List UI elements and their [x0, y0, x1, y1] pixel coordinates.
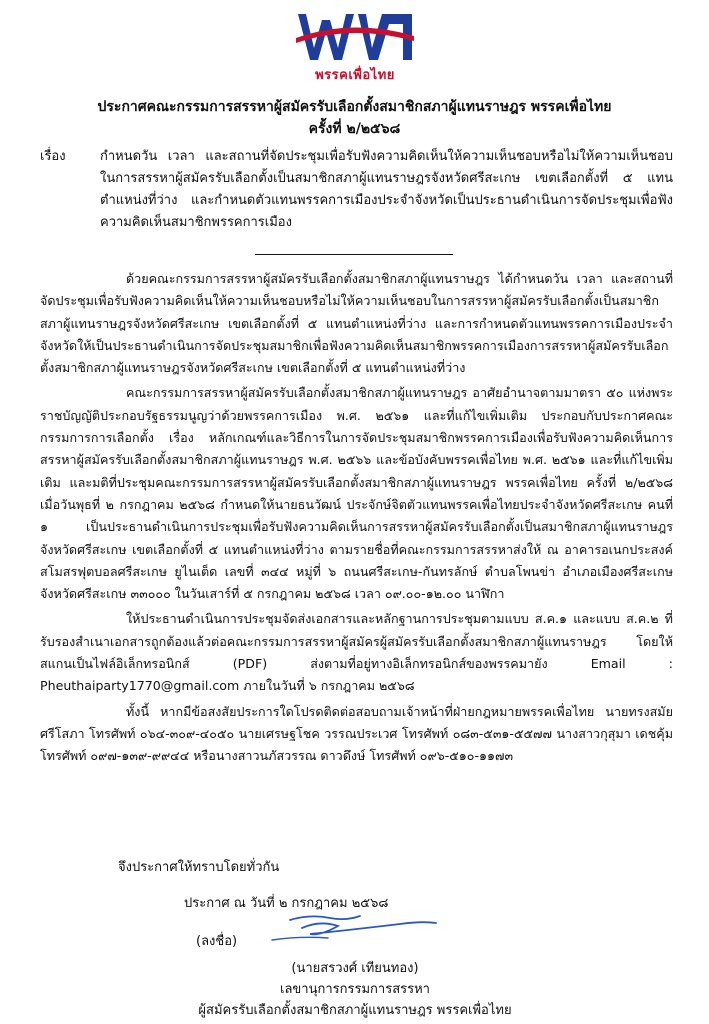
subject-label: เรื่อง [40, 149, 66, 164]
section-divider [255, 254, 453, 255]
announcement-body [40, 268, 673, 771]
title-line-2: ครั้งที่ ๒/๒๕๖๘ [308, 121, 401, 137]
signature-label: (ลงชื่อ) [196, 934, 238, 949]
body-paragraph-3: ให้ประธานดำเนินการประชุมจัดส่งเอกสารและหลักฐานการประชุมตามแบบ ส.ค.๑ และแบบ ส.ค.๒ ที่รับรองสำเนาเอกสารถูกต้องแล้วต่อคณะกรรมการสรรหาผู้สมัครผู้สมัครรับเลือกตั้งสมาชิกสภาผู้แทนราษฎร โดยให้สแกนเป็นไฟล์อิเล็กทรอนิกส์ (PDF) ส่งตามที่อยู่ทางอิเล็กทรอนิกส์ของพรรคมายัง Email : Pheuthaiparty1770@gmail.com ภายในวันที่ ๖ กรกฎาคม ๒๕๖๘ [40, 611, 673, 694]
subject-block [40, 146, 673, 234]
body-paragraph-1: ด้วยคณะกรรมการสรรหาผู้สมัครรับเลือกตั้งสมาชิกสภาผู้แทนราษฎร ได้กำหนดวัน เวลา และสถานที่จัดประชุมเพื่อรับฟังความคิดเห็นให้ความเห็นชอบหรือไม่ให้ความเห็นชอบในการสรรหาผู้สมัครรับเลือกตั้งเป็นสมาชิกสภาผู้แทนราษฎรจังหวัดศรีสะเกษ เขตเลือกตั้งที่ ๕ แทนตำแหน่งที่ว่าง และการกำหนดตัวแทนพรรคการเมืองประจำจังหวัดให้เป็นประธานดำเนินการจัดประชุมสมาชิกเพื่อฟังความคิดเห็นสมาชิกพรรคการเมืองการสรรหาผู้สมัครรับเลือกตั้งสมาชิกสภาผู้แทนราษฎรจังหวัดศรีสะเกษ เขตเลือกตั้งที่ ๕ แทนตำแหน่งที่ว่าง [40, 271, 673, 376]
party-logo-mark [292, 8, 418, 66]
announcement-date: ประกาศ ณ วันที่ ๒ กรกฎาคม ๒๕๖๘ [184, 896, 389, 911]
subject-text: กำหนดวัน เวลา และสถานที่จัดประชุมเพื่อรับฟังความคิดเห็นให้ความเห็นชอบหรือไม่ให้ความเห็นชอบในการสรรหาผู้สมัครรับเลือกตั้งเป็นสมาชิกสภาผู้แทนราษฎรจังหวัดศรีสะเกษ เขตเลือกตั้งที่ ๕ แทนตำแหน่งที่ว่าง และกำหนดตัวแทนพรรคการเมืองประจำจังหวัดเป็นประธานดำเนินการจัดประชุมเพื่อฟังความคิดเห็นสมาชิกพรรคการเมือง [100, 149, 673, 230]
closing-statement: จึงประกาศให้ทราบโดยทั่วกัน [118, 860, 280, 875]
signer-position-1: เลขานุการกรรมการสรรหา [280, 982, 430, 997]
signer-name: (นายสรวงศ์ เทียนทอง) [291, 961, 419, 976]
handwritten-signature [250, 906, 440, 946]
announcement-title [40, 96, 669, 140]
body-paragraph-2: คณะกรรมการสรรหาผู้สมัครรับเลือกตั้งสมาชิกสภาผู้แทนราษฎร อาศัยอำนาจตามมาตรา ๕๐ แห่งพระราชบัญญัติประกอบรัฐธรรมนูญว่าด้วยพรรคการเมือง พ.ศ. ๒๕๖๑ และที่แก้ไขเพิ่มเติม ประกอบกับประกาศคณะกรรมการการเลือกตั้ง เรื่อง หลักเกณฑ์และวิธีการในการจัดประชุมสมาชิกพรรคการเมืองเพื่อรับฟังความคิดเห็นการสรรหาผู้สมัครรับเลือกตั้งสมาชิกสภาผู้แทนราษฎร พ.ศ. ๒๕๖๖ และข้อบังคับพรรคเพื่อไทย พ.ศ. ๒๕๖๑ และที่แก้ไขเพิ่มเติม และมติที่ประชุมคณะกรรมการสรรหาผู้สมัครรับเลือกตั้งสมาชิกสภาผู้แทนราษฎร พรรคเพื่อไทย ครั้งที่ ๒/๒๕๖๘ เมื่อวันพุธที่ ๒ กรกฎาคม ๒๕๖๘ กำหนดให้นายธนวัฒน์ ประจักษ์จิตตัวแทนพรรคเพื่อไทยประจำจังหวัดศรีสะเกษ คนที่ ๑ เป็นประธานดำเนินการประชุมเพื่อรับฟังความคิดเห็นการสรรหาผู้สมัครรับเลือกตั้งเป็นสมาชิกสภาผู้แทนราษฎรจังหวัดศรีสะเกษ เขตเลือกตั้งที่ ๕ แทนตำแหน่งที่ว่าง ตามรายชื่อที่คณะกรรมการสรรหาส่งให้ ณ อาคารอเนกประสงค์สโมสรฟุตบอลศรีสะเกษ ยูไนเต็ด เลขที่ ๓๔๔ หมู่ที่ ๖ ถนนศรีสะเกษ-กันทรลักษ์ ตำบลโพนข่า อำเภอเมืองศรีสะเกษ จังหวัดศรีสะเกษ ๓๓๐๐๐ ในวันเสาร์ที่ ๕ กรกฎาคม ๒๕๖๘ เวลา ๐๙.๐๐-๑๒.๐๐ นาฬิกา [40, 385, 673, 602]
title-line-1: ประกาศคณะกรรมการสรรหาผู้สมัครรับเลือกตั้งสมาชิกสภาผู้แทนราษฎร พรรคเพื่อไทย [97, 99, 612, 115]
signer-block [190, 958, 520, 1021]
party-logo-caption: พรรคเพื่อไทย [315, 68, 395, 83]
body-paragraph-4: ทั้งนี้ หากมีข้อสงสัยประการใดโปรดติดต่อสอบถามเจ้าหน้าที่ฝ่ายกฎหมายพรรคเพื่อไทย นายทรงสมัย ศรีโสภา โทรศัพท์ ๐๖๔-๓๐๙-๔๐๕๐ นายเศรษฐโชค วรรณประเวศ โทรศัพท์ ๐๘๓-๕๓๑-๕๕๗๗ นางสาวกุสุมา เดชคุ้ม โทรศัพท์ ๐๙๗-๑๓๙-๙๙๔๔ หรือนางสาวนภัสวรรณ ดาวดึงษ์ โทรศัพท์ ๐๙๖-๕๑๐-๑๑๗๓ [40, 703, 673, 764]
party-logo [292, 8, 418, 82]
signer-position-2: ผู้สมัครรับเลือกตั้งสมาชิกสภาผู้แทนราษฎร พรรคเพื่อไทย [198, 1003, 512, 1018]
